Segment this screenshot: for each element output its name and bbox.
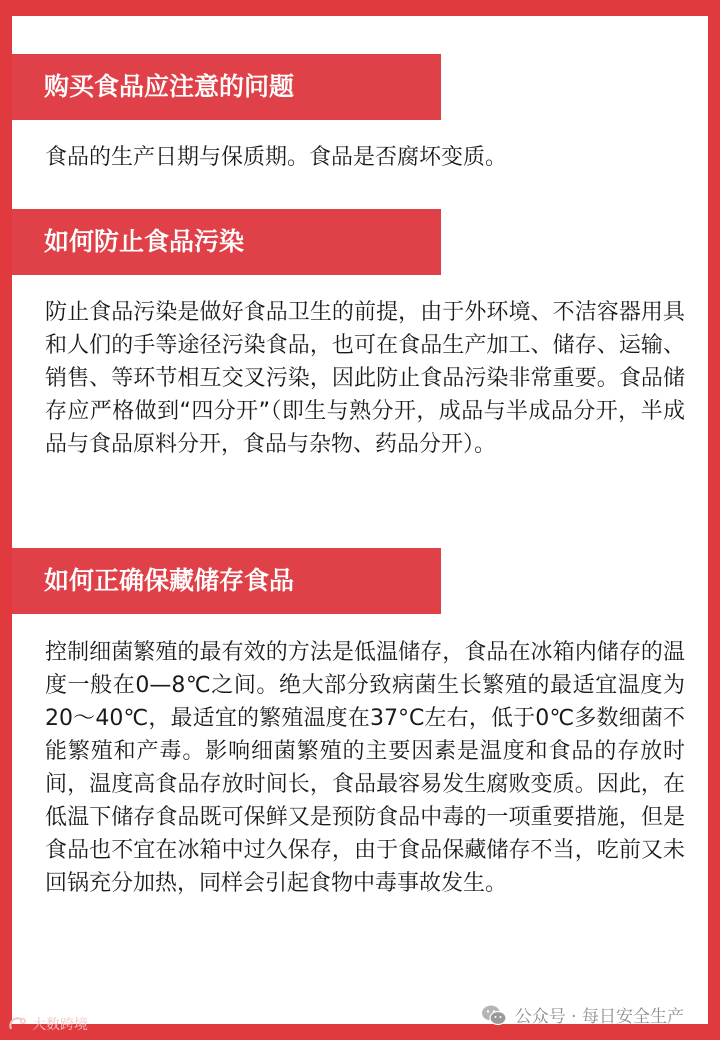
brand-watermark <box>8 1014 88 1034</box>
section-body-purchase: 食品的生产日期与保质期。食品是否腐坏变质。 <box>45 145 508 170</box>
wechat-watermark <box>481 1002 684 1027</box>
wechat-icon <box>481 1004 507 1026</box>
brand-logo-icon <box>8 1016 28 1032</box>
section-heading-contamination: 如何防止食品污染 <box>12 209 441 275</box>
section-body-storage: 控制细菌繁殖的最有效的方法是低温储存，食品在冰箱内储存的温度一般在0—8℃之间。绝大部分致病菌生长繁殖的最适宜温度为20～40℃，最适宜的繁殖温度在37°C左右，低于0℃多数细菌不能繁殖和产毒。影响细菌繁殖的主要因素是温度和食品的存放时间，温度高食品存放时间长，食品最容易发生腐败变质。因此，在低温下储存食品既可保鲜又是预防食品中毒的一项重要措施，但是食品也不宜在冰箱中过久保存，由于食品保藏储存不当，吃前又未回锅充分加热，同样会引起食物中毒事故发生。 <box>45 640 685 896</box>
brand-watermark-text: 大数跨境 <box>32 1017 88 1033</box>
section-body-contamination: 防止食品污染是做好食品卫生的前提，由于外环境、不洁容器用具和人们的手等途径污染食品，也可在食品生产加工、储存、运输、销售、等环节相互交叉污染，因此防止食品污染非常重要。食品储存应严格做到“四分开”（即生与熟分开，成品与半成品分开，半成品与食品原料分开，食品与杂物、药品分开）。 <box>45 300 685 457</box>
wechat-watermark-text: 公众号 · 每日安全生产 <box>514 1007 684 1027</box>
section-heading-storage: 如何正确保藏储存食品 <box>12 548 441 614</box>
section-heading-purchase: 购买食品应注意的问题 <box>12 54 441 120</box>
